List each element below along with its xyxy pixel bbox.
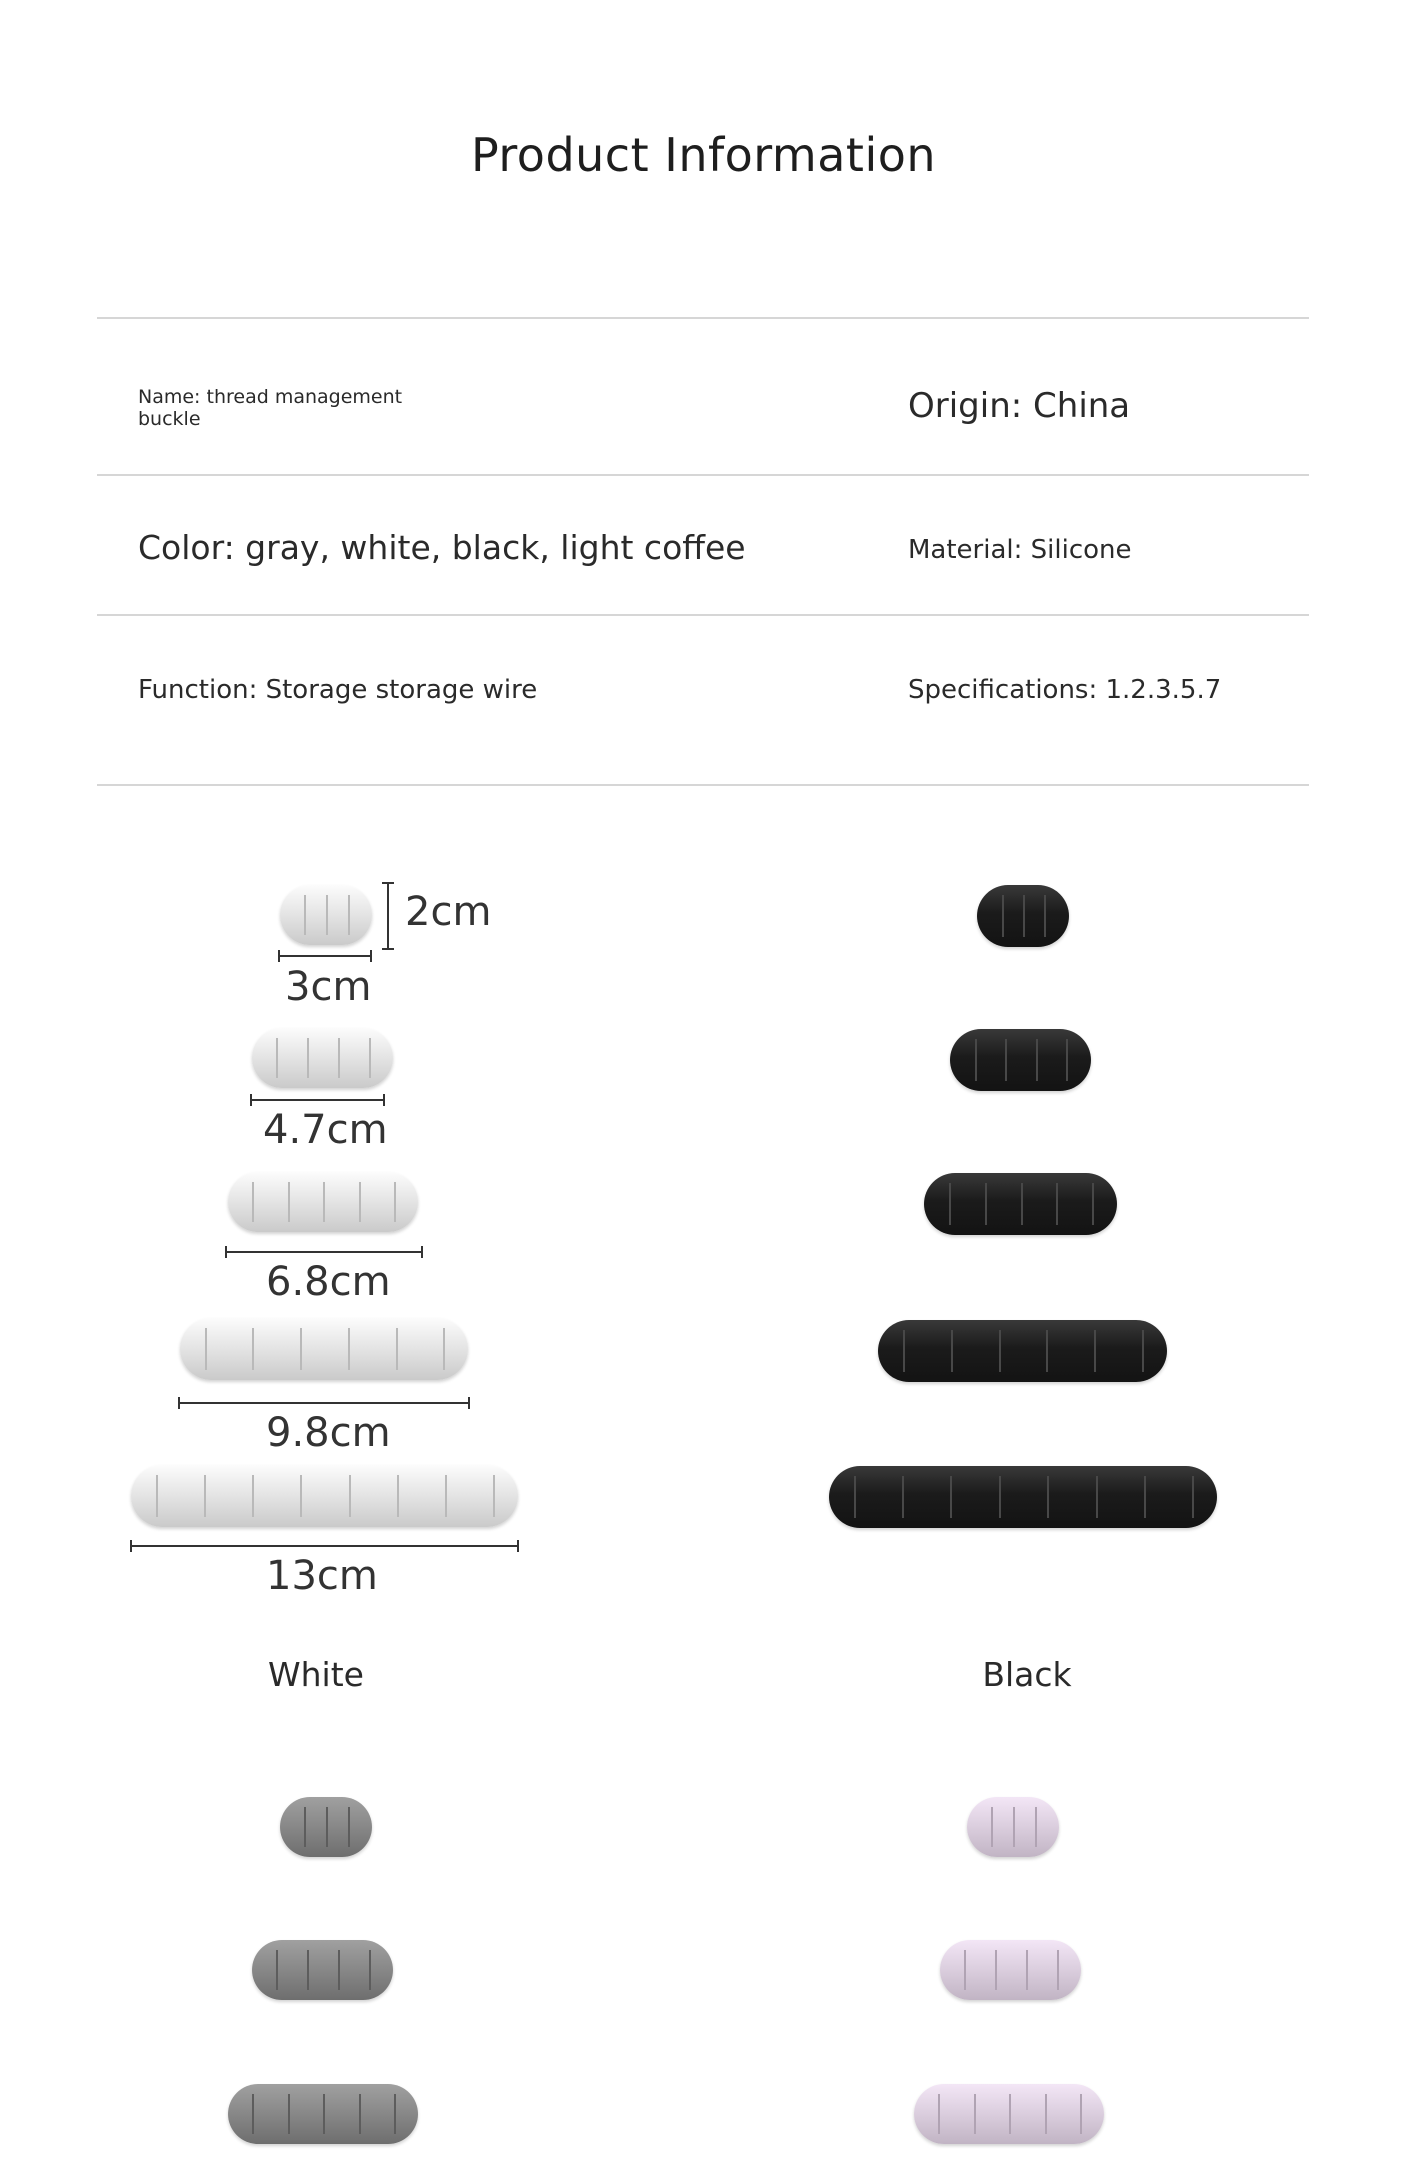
clip-slot-divider — [326, 895, 328, 936]
clip-slot-divider — [252, 2094, 254, 2135]
clip-slot-divider — [493, 1475, 495, 1517]
clip-slot-divider — [938, 2094, 940, 2135]
white-clip-2 — [252, 1028, 393, 1088]
black-clip-1 — [977, 885, 1069, 947]
clip-slot-divider — [348, 1328, 350, 1370]
clip-slot-divider — [276, 1038, 278, 1079]
clip-slot-divider — [394, 1182, 396, 1223]
gray-clip-1 — [280, 1797, 372, 1857]
spec-color: Color: gray, white, black, light coffee — [138, 528, 746, 567]
white-color-label: White — [268, 1655, 364, 1694]
clip-slot-divider — [1005, 1039, 1007, 1081]
width-dimension-marker-1 — [279, 955, 371, 957]
clip-slot-divider — [1013, 1807, 1015, 1848]
clip-slot-divider — [307, 1950, 309, 1991]
width-label-4: 9.8cm — [266, 1410, 391, 1456]
clip-slot-divider — [1144, 1476, 1146, 1518]
clip-slot-divider — [1044, 895, 1046, 937]
clip-slot-divider — [949, 1183, 951, 1225]
table-rule-1 — [97, 474, 1309, 476]
page-title: Product Information — [470, 128, 937, 182]
clip-slot-divider — [1096, 1476, 1098, 1518]
width-label-3: 6.8cm — [266, 1259, 391, 1305]
clip-slot-divider — [1045, 2094, 1047, 2135]
clip-slot-divider — [854, 1476, 856, 1518]
clip-slot-divider — [394, 2094, 396, 2135]
clip-slot-divider — [397, 1475, 399, 1517]
clip-slot-divider — [964, 1950, 966, 1991]
black-clip-5 — [878, 1320, 1167, 1382]
clip-slot-divider — [348, 1807, 350, 1848]
clip-slot-divider — [1142, 1330, 1144, 1372]
black-clip-7 — [829, 1466, 1217, 1528]
clip-slot-divider — [1002, 895, 1004, 937]
black-color-label: Black — [982, 1655, 1072, 1694]
width-dimension-marker-2 — [251, 1099, 384, 1101]
clip-slot-divider — [1023, 895, 1025, 937]
clip-slot-divider — [252, 1328, 254, 1370]
clip-slot-divider — [445, 1475, 447, 1517]
clip-slot-divider — [1009, 2094, 1011, 2135]
clip-slot-divider — [288, 2094, 290, 2135]
white-clip-5 — [180, 1318, 468, 1380]
clip-slot-divider — [995, 1950, 997, 1991]
clip-slot-divider — [359, 1182, 361, 1223]
clip-slot-divider — [999, 1476, 1001, 1518]
clip-slot-divider — [1066, 1039, 1068, 1081]
width-label-2: 4.7cm — [263, 1107, 388, 1153]
clip-slot-divider — [288, 1182, 290, 1223]
clip-slot-divider — [369, 1950, 371, 1991]
clip-slot-divider — [1035, 1807, 1037, 1848]
white-clip-3 — [228, 1172, 418, 1232]
clip-slot-divider — [1080, 2094, 1082, 2135]
clip-slot-divider — [443, 1328, 445, 1370]
spec-origin: Origin: China — [908, 386, 1131, 426]
width-label-5: 13cm — [266, 1553, 378, 1599]
spec-function: Function: Storage storage wire — [138, 675, 538, 705]
clip-slot-divider — [252, 1475, 254, 1517]
clip-slot-divider — [1046, 1330, 1048, 1372]
clip-slot-divider — [1094, 1330, 1096, 1372]
white-clip-7 — [131, 1465, 518, 1527]
gray-clip-3 — [228, 2084, 418, 2144]
clip-slot-divider — [156, 1475, 158, 1517]
width-dimension-marker-3 — [226, 1251, 422, 1253]
clip-slot-divider — [348, 895, 350, 936]
spec-material: Material: Silicone — [908, 535, 1132, 565]
light-coffee-clip-3 — [914, 2084, 1104, 2144]
clip-slot-divider — [1026, 1950, 1028, 1991]
width-dimension-marker-5 — [131, 1545, 518, 1547]
clip-slot-divider — [991, 1807, 993, 1848]
clip-slot-divider — [903, 1330, 905, 1372]
clip-slot-divider — [999, 1330, 1001, 1372]
clip-slot-divider — [300, 1475, 302, 1517]
spec-specifications: Specifications: 1.2.3.5.7 — [908, 675, 1222, 705]
clip-slot-divider — [950, 1476, 952, 1518]
clip-slot-divider — [974, 2094, 976, 2135]
clip-slot-divider — [902, 1476, 904, 1518]
clip-slot-divider — [951, 1330, 953, 1372]
clip-slot-divider — [1092, 1183, 1094, 1225]
clip-slot-divider — [1057, 1950, 1059, 1991]
clip-slot-divider — [1021, 1183, 1023, 1225]
clip-slot-divider — [323, 2094, 325, 2135]
width-dimension-marker-4 — [179, 1402, 469, 1404]
clip-slot-divider — [307, 1038, 309, 1079]
width-label-1: 3cm — [285, 964, 372, 1010]
clip-slot-divider — [338, 1038, 340, 1079]
clip-slot-divider — [304, 895, 306, 936]
table-rule-bottom — [97, 784, 1309, 786]
clip-slot-divider — [1192, 1476, 1194, 1518]
spec-name: Name: thread management buckle — [138, 386, 403, 430]
clip-slot-divider — [205, 1328, 207, 1370]
table-rule-2 — [97, 614, 1309, 616]
clip-slot-divider — [323, 1182, 325, 1223]
clip-slot-divider — [985, 1183, 987, 1225]
clip-slot-divider — [396, 1328, 398, 1370]
clip-slot-divider — [1047, 1476, 1049, 1518]
clip-slot-divider — [204, 1475, 206, 1517]
clip-slot-divider — [1036, 1039, 1038, 1081]
black-clip-3 — [924, 1173, 1117, 1235]
clip-slot-divider — [304, 1807, 306, 1848]
clip-slot-divider — [1056, 1183, 1058, 1225]
clip-slot-divider — [252, 1182, 254, 1223]
clip-slot-divider — [975, 1039, 977, 1081]
clip-slot-divider — [276, 1950, 278, 1991]
height-dimension-marker — [387, 883, 389, 949]
clip-slot-divider — [369, 1038, 371, 1079]
clip-slot-divider — [338, 1950, 340, 1991]
light-coffee-clip-2 — [940, 1940, 1081, 2000]
gray-clip-2 — [252, 1940, 393, 2000]
black-clip-2 — [950, 1029, 1091, 1091]
white-clip-1 — [280, 885, 372, 945]
clip-slot-divider — [326, 1807, 328, 1848]
light-coffee-clip-1 — [967, 1797, 1059, 1857]
clip-slot-divider — [359, 2094, 361, 2135]
table-rule-top — [97, 317, 1309, 319]
clip-slot-divider — [349, 1475, 351, 1517]
height-dimension-label: 2cm — [405, 889, 492, 935]
clip-slot-divider — [300, 1328, 302, 1370]
